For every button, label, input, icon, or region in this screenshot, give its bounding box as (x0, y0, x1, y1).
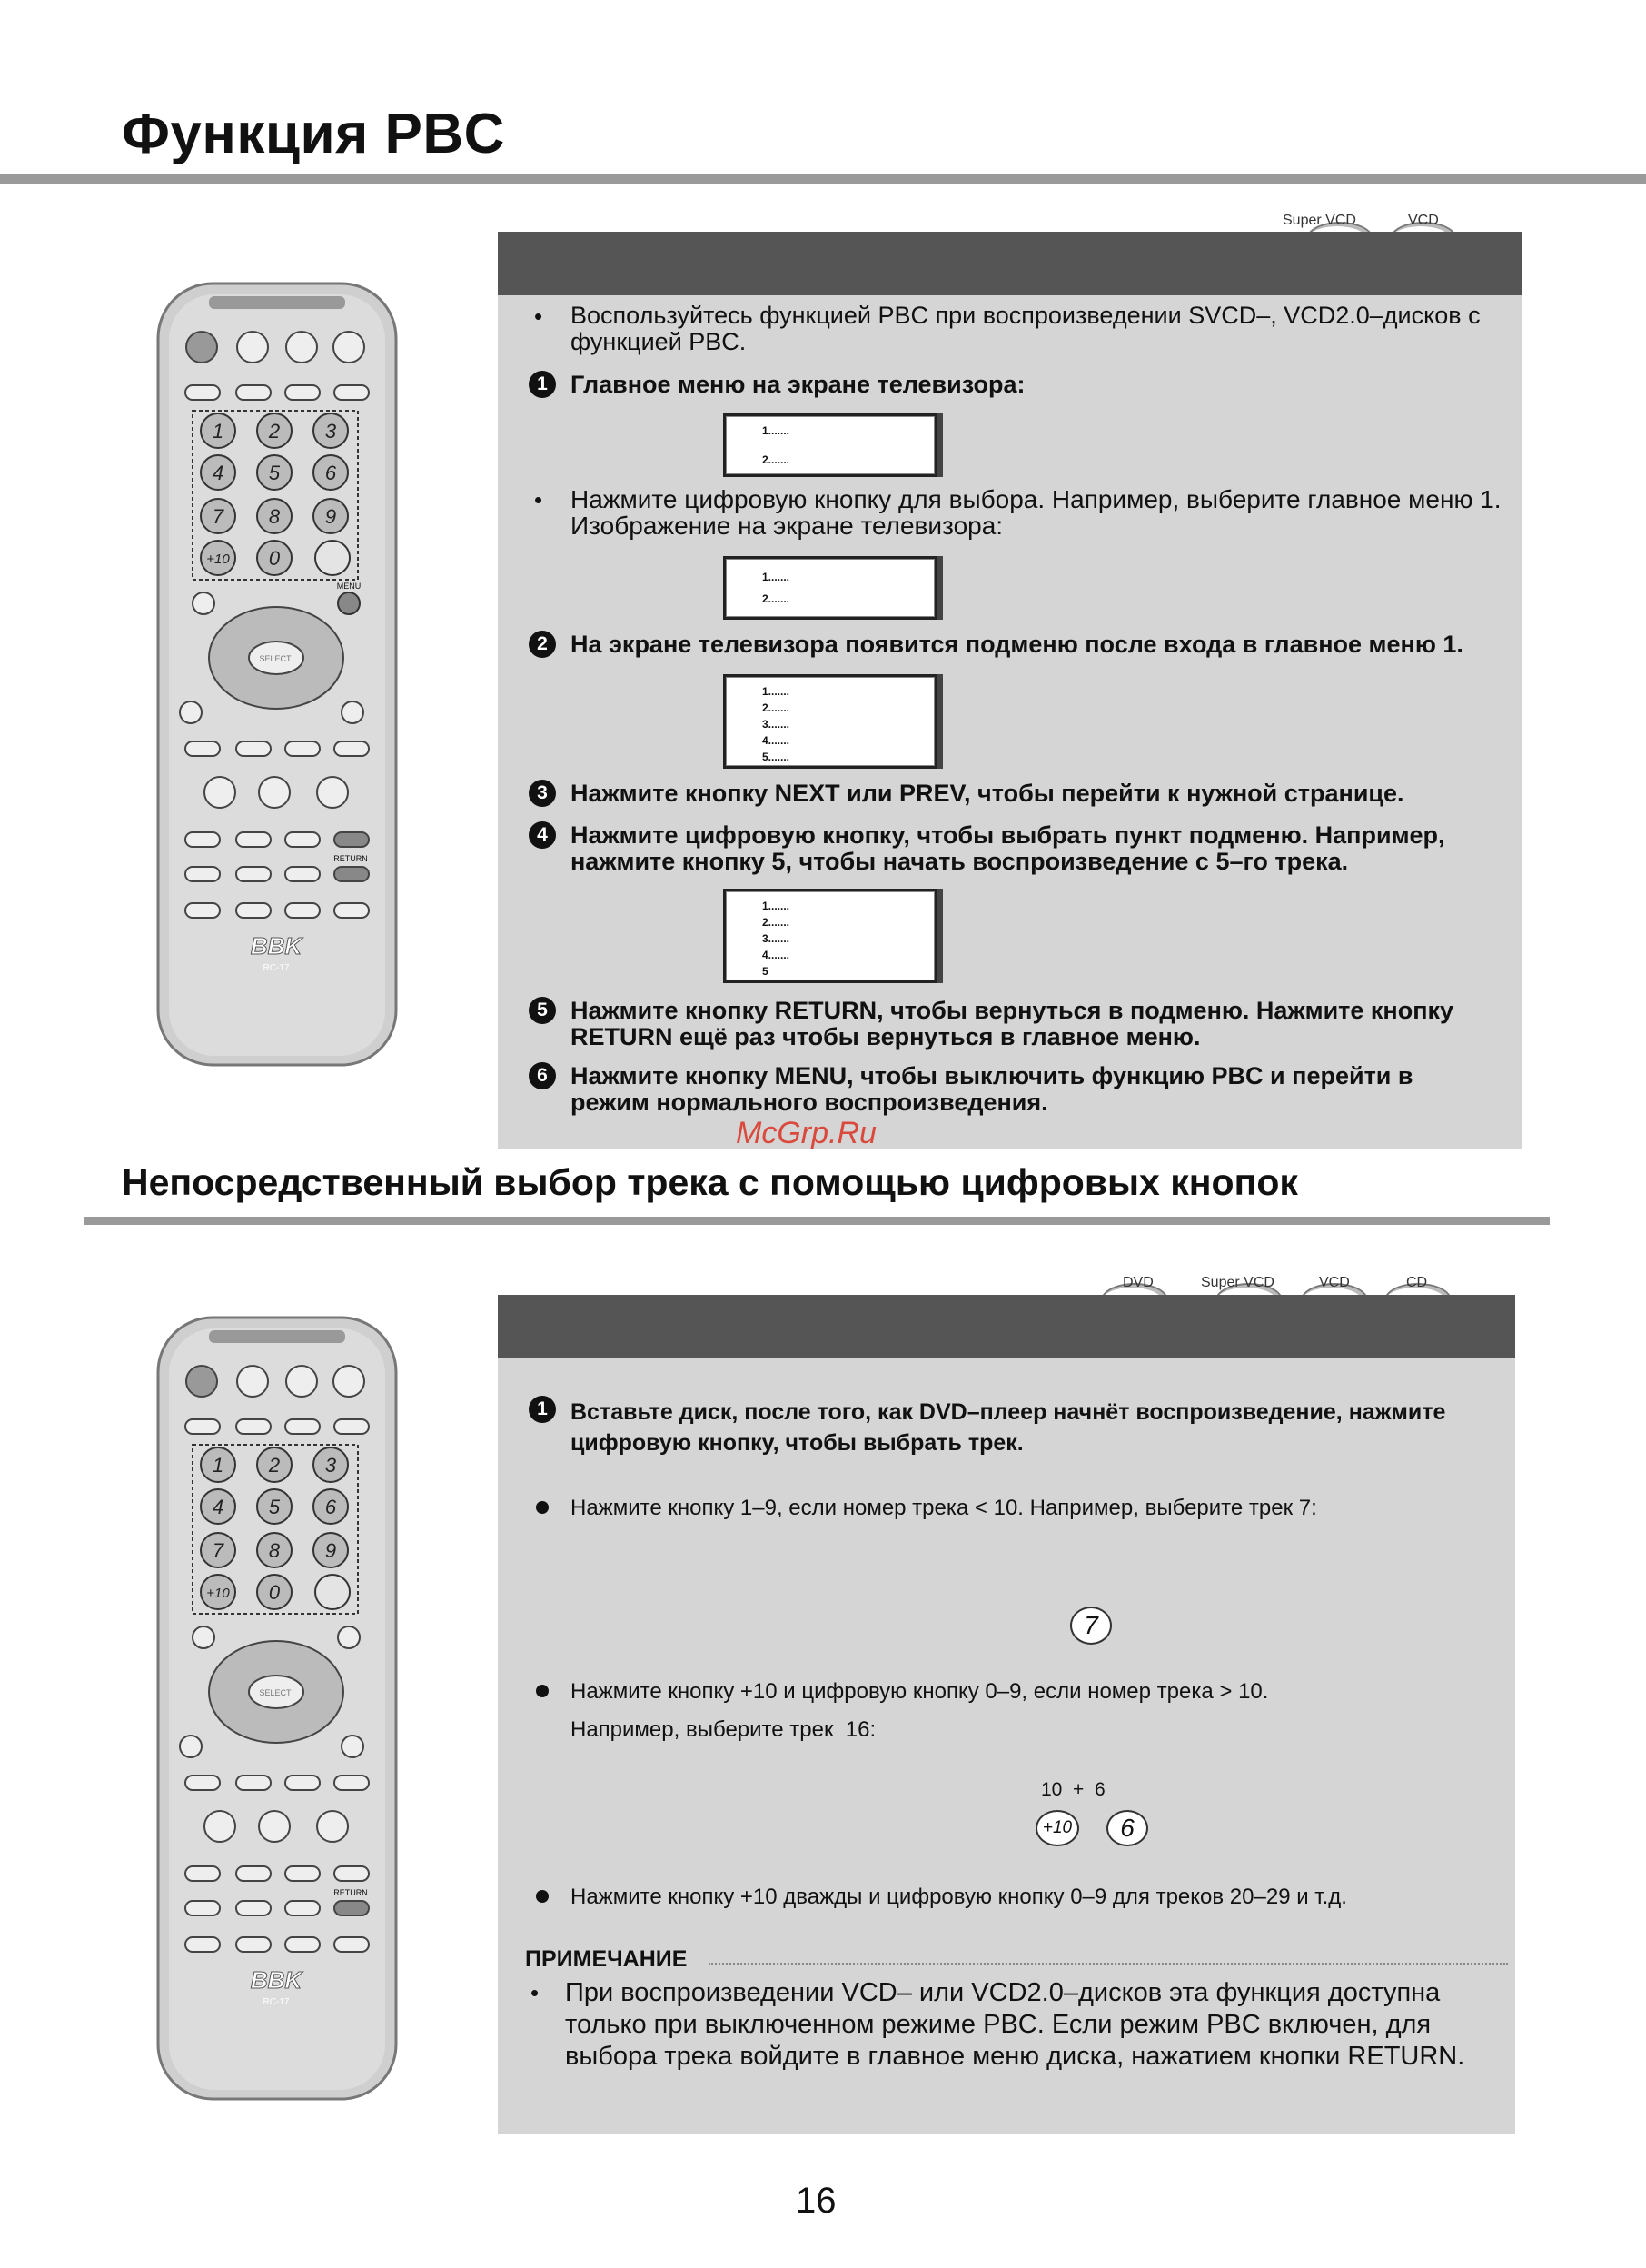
bullet-dot (536, 1501, 549, 1514)
note-title: ПРИМЕЧАНИЕ (525, 1946, 688, 1972)
step-3-text: Нажмите кнопку NEXT или PREV, чтобы перейти к нужной странице. (570, 780, 1404, 807)
svg-text:SELECT: SELECT (259, 1688, 292, 1697)
svg-text:8: 8 (268, 1539, 281, 1562)
step-5-text: Нажмите кнопку RETURN, чтобы вернуться в подменю. Нажмите кнопку RETURN ещё раз чтобы вернуться в главное меню. (570, 997, 1454, 1050)
step-number-icon: 6 (529, 1062, 556, 1089)
panel-header-2 (498, 1295, 1515, 1358)
svg-text:5: 5 (268, 462, 281, 484)
svg-text:BBK: BBK (250, 1966, 302, 1994)
step-4 (529, 821, 556, 849)
step-2-text: На экране телевизора появится подменю после входа в главное меню 1. (570, 631, 1463, 658)
bullet-1-text: Нажмите кнопку 1–9, если номер трека < 10. Например, выберите трек 7: (570, 1496, 1317, 1520)
watermark: McGrp.Ru (736, 1116, 877, 1150)
svg-text:RC-17: RC-17 (263, 963, 290, 973)
bullet-select-menu: Нажмите цифровую кнопку для выбора. Например, выберите главное меню 1. Изображение на экране телевизора: (570, 485, 1502, 540)
disc-label: VCD (1408, 213, 1439, 228)
screen-line: 5 (762, 965, 768, 978)
remote-control-1 (154, 280, 400, 1070)
svg-text:7: 7 (212, 505, 224, 528)
svg-text:7: 7 (212, 1539, 224, 1562)
section-rule (84, 1217, 1550, 1225)
svg-text:+10: +10 (206, 1586, 230, 1601)
step-5 (529, 997, 556, 1024)
svg-text:+10: +10 (206, 552, 230, 567)
svg-text:SELECT: SELECT (259, 654, 292, 663)
note-rule (709, 1963, 1508, 1965)
svg-text:RC-17: RC-17 (263, 1997, 290, 2007)
bullet-dot (536, 1685, 549, 1697)
svg-text:0: 0 (268, 547, 281, 570)
page-number: 16 (796, 2181, 837, 2221)
bullet-3-text: Нажмите кнопку +10 дважды и цифровую кнопку 0–9 для треков 20–29 и т.д. (570, 1885, 1347, 1909)
remote-control-icon (154, 280, 400, 1070)
key-7-icon: 7 (1070, 1606, 1112, 1645)
disc-label: Super VCD (1201, 1275, 1274, 1290)
svg-text:RETURN: RETURN (333, 1888, 368, 1897)
disc-label: Super VCD (1283, 213, 1356, 228)
step-3 (529, 780, 556, 807)
bullet-dot (536, 1890, 549, 1903)
tv-screen-track5 (723, 889, 937, 983)
tv-screen-submenu (723, 674, 937, 769)
step-number-icon: 1 (529, 1396, 556, 1423)
svg-text:RETURN: RETURN (333, 854, 368, 863)
key-6-icon: 6 (1106, 1810, 1148, 1846)
combo-label: 10 + 6 (1041, 1779, 1106, 1800)
svg-text:2: 2 (268, 420, 281, 443)
screen-line: 2....... (762, 701, 790, 714)
screen-line: 2....... (762, 453, 790, 466)
bullet-dot: • (530, 1979, 540, 2006)
svg-text:1: 1 (212, 1454, 224, 1477)
svg-text:6: 6 (324, 1496, 337, 1518)
remote-control-2 (154, 1314, 400, 2104)
screen-line: 1....... (762, 685, 790, 698)
step-1-text: Главное меню на экране телевизора: (570, 371, 1026, 398)
bullet-dot: • (534, 486, 543, 513)
svg-text:4: 4 (212, 462, 224, 484)
section-title: Непосредственный выбор трека с помощью цифровых кнопок (122, 1161, 1298, 1203)
screen-line: 3....... (762, 932, 790, 945)
svg-text:9: 9 (324, 1539, 337, 1562)
svg-text:MENU: MENU (336, 582, 362, 591)
step-number-icon: 3 (529, 780, 556, 807)
screen-line: 4....... (762, 734, 790, 747)
disc-label: VCD (1319, 1275, 1350, 1290)
screen-line: 1....... (762, 571, 790, 583)
svg-text:2: 2 (268, 1454, 281, 1477)
svg-text:3: 3 (324, 1454, 337, 1477)
bullet-2-text: Нажмите кнопку +10 и цифровую кнопку 0–9, если номер трека > 10. (570, 1679, 1269, 1704)
step-number-icon: 5 (529, 997, 556, 1024)
panel-header (498, 232, 1522, 295)
title-rule (0, 174, 1646, 184)
svg-text:BBK: BBK (250, 932, 302, 960)
step-1 (529, 1396, 556, 1423)
step-number-icon: 1 (529, 371, 556, 398)
intro-text: Воспользуйтесь функцией PBC при воспроизведении SVCD–, VCD2.0–дисков с функцией PBC. (570, 302, 1481, 355)
page-title: Функция PBC (122, 103, 505, 165)
svg-text:4: 4 (212, 1496, 224, 1518)
remote-control-icon (154, 1314, 400, 2104)
step-1-text: Вставьте диск, после того, как DVD–плеер начнёт воспроизведение, нажмите цифровую кнопку, чтобы выбрать трек. (570, 1399, 1446, 1456)
svg-text:9: 9 (324, 505, 337, 528)
svg-text:6: 6 (324, 462, 337, 484)
step-6-text: Нажмите кнопку MENU, чтобы выключить функцию PBC и перейти в режим нормального воспроизведения. (570, 1062, 1413, 1116)
screen-line: 1....... (762, 900, 790, 912)
screen-line: 3....... (762, 718, 790, 731)
step-4-text: Нажмите цифровую кнопку, чтобы выбрать пункт подменю. Например, нажмите кнопку 5, чтобы начать воспроизведение с 5–го трека. (570, 821, 1445, 875)
tv-screen-main (723, 413, 937, 477)
screen-line: 1....... (762, 424, 790, 437)
step-2 (529, 631, 556, 658)
note-text: При воспроизведении VCD– или VCD2.0–дисков эта функция доступна только при выключенном режиме PBC. Если режим PBC включен, для выбора трека войдите в главное меню диска, нажатием кнопки RETURN. (565, 1978, 1465, 2071)
step-6 (529, 1062, 556, 1089)
bullet-dot: • (534, 303, 543, 330)
svg-text:5: 5 (268, 1496, 281, 1518)
screen-line: 2....... (762, 916, 790, 929)
screen-line: 4....... (762, 949, 790, 961)
step-number-icon: 4 (529, 821, 556, 849)
step-1 (529, 371, 556, 398)
screen-line: 5....... (762, 751, 790, 763)
tv-screen-menu1 (723, 556, 937, 620)
svg-text:0: 0 (268, 1581, 281, 1604)
svg-text:1: 1 (212, 420, 224, 443)
screen-line: 2....... (762, 592, 790, 605)
disc-label: CD (1406, 1275, 1428, 1290)
svg-text:3: 3 (324, 420, 337, 443)
step-number-icon: 2 (529, 631, 556, 658)
bullet-2-example: Например, выберите трек 16: (570, 1717, 877, 1742)
svg-text:8: 8 (268, 505, 281, 528)
key-plus10-icon: +10 (1036, 1810, 1079, 1846)
disc-label: DVD (1123, 1275, 1154, 1290)
